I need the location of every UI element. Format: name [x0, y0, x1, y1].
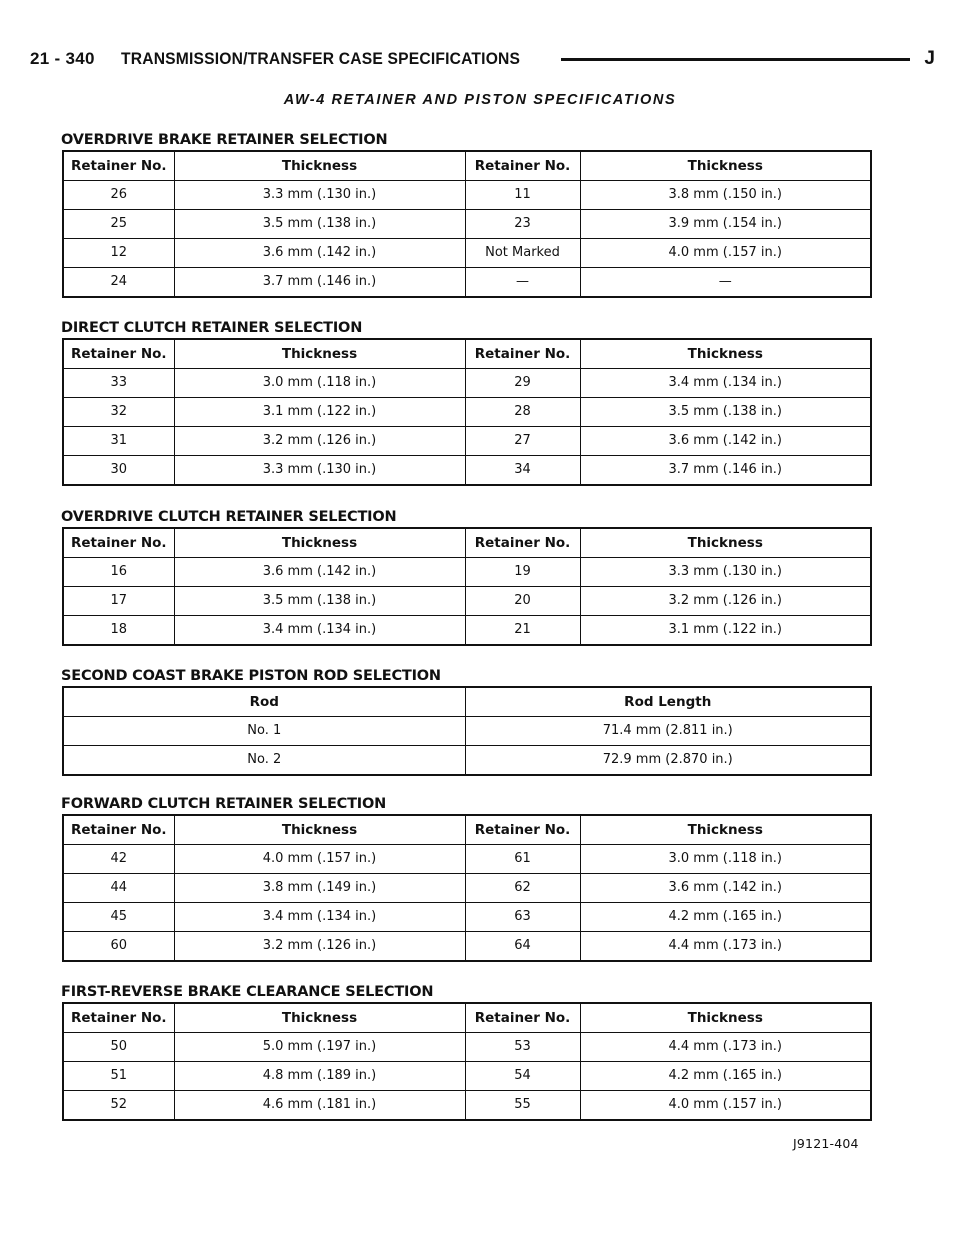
table-cell: 4.2 mm (.165 in.): [580, 903, 871, 932]
table-cell: 3.3 mm (.130 in.): [174, 456, 465, 486]
column-header: Retainer No.: [63, 151, 174, 181]
table-cell: 29: [465, 369, 580, 398]
table-cell: 24: [63, 268, 174, 298]
spec-table: [62, 150, 872, 298]
table-cell: 32: [63, 398, 174, 427]
spec-table: [62, 686, 872, 776]
spec-section-first-reverse-brake: [62, 982, 872, 1121]
table-cell: 4.4 mm (.173 in.): [580, 1033, 871, 1062]
table-cell: 3.2 mm (.126 in.): [174, 427, 465, 456]
table-cell: 21: [465, 616, 580, 646]
table-row: [63, 903, 871, 932]
column-header: Retainer No.: [465, 339, 580, 369]
table-cell: 30: [63, 456, 174, 486]
column-header: Retainer No.: [465, 1003, 580, 1033]
table-cell: 12: [63, 239, 174, 268]
table-cell: 3.6 mm (.142 in.): [580, 427, 871, 456]
table-row: [63, 239, 871, 268]
table-cell: 3.6 mm (.142 in.): [174, 239, 465, 268]
table-cell: —: [465, 268, 580, 298]
table-row: [63, 1062, 871, 1091]
table-cell: 19: [465, 558, 580, 587]
table-row: [63, 181, 871, 210]
section-heading: FIRST-REVERSE BRAKE CLEARANCE SELECTION: [61, 984, 434, 1000]
table-cell: 52: [63, 1091, 174, 1121]
table-row: [63, 398, 871, 427]
spec-table: [62, 338, 872, 486]
table-cell: 16: [63, 558, 174, 587]
table-row: [63, 427, 871, 456]
column-header: Rod: [63, 687, 465, 717]
table-row: [63, 456, 871, 486]
table-cell: 3.3 mm (.130 in.): [580, 558, 871, 587]
table-cell: 27: [465, 427, 580, 456]
spec-table: [62, 1002, 872, 1121]
table-cell: 3.2 mm (.126 in.): [174, 932, 465, 962]
section-heading: DIRECT CLUTCH RETAINER SELECTION: [61, 320, 363, 336]
section-heading: FORWARD CLUTCH RETAINER SELECTION: [61, 796, 387, 812]
table-cell: 62: [465, 874, 580, 903]
table-row: [63, 616, 871, 646]
column-header: Thickness: [174, 339, 465, 369]
table-row: [63, 558, 871, 587]
table-cell: 4.0 mm (.157 in.): [580, 1091, 871, 1121]
table-row: [63, 369, 871, 398]
table-cell: 63: [465, 903, 580, 932]
table-row: [63, 845, 871, 874]
table-cell: 55: [465, 1091, 580, 1121]
table-cell: 3.5 mm (.138 in.): [174, 587, 465, 616]
table-cell: 3.5 mm (.138 in.): [174, 210, 465, 239]
table-cell: 72.9 mm (2.870 in.): [465, 746, 871, 776]
table-cell: 3.3 mm (.130 in.): [174, 181, 465, 210]
spec-section-forward-clutch: [62, 794, 872, 962]
column-header: Retainer No.: [63, 528, 174, 558]
page-title: AW-4 RETAINER AND PISTON SPECIFICATIONS: [283, 92, 677, 108]
column-header: Thickness: [174, 815, 465, 845]
table-row: [63, 746, 871, 776]
table-cell: 3.0 mm (.118 in.): [580, 845, 871, 874]
table-cell: 71.4 mm (2.811 in.): [465, 717, 871, 746]
table-cell: 3.1 mm (.122 in.): [174, 398, 465, 427]
table-cell: Not Marked: [465, 239, 580, 268]
column-header: Thickness: [580, 528, 871, 558]
column-header: Retainer No.: [465, 151, 580, 181]
table-cell: 61: [465, 845, 580, 874]
table-cell: 45: [63, 903, 174, 932]
column-header: Thickness: [580, 815, 871, 845]
page-header: [30, 44, 935, 74]
spec-section-overdrive-clutch: [62, 507, 872, 646]
table-header-row: [63, 528, 871, 558]
spec-table: [62, 527, 872, 646]
table-header-row: [63, 339, 871, 369]
table-cell: 18: [63, 616, 174, 646]
page-number: 21 - 340: [30, 49, 95, 68]
table-cell: 34: [465, 456, 580, 486]
table-cell: 11: [465, 181, 580, 210]
section-heading: OVERDRIVE CLUTCH RETAINER SELECTION: [61, 509, 397, 525]
column-header: Thickness: [580, 151, 871, 181]
table-cell: 42: [63, 845, 174, 874]
table-cell: 20: [465, 587, 580, 616]
table-row: [63, 587, 871, 616]
table-cell: 4.4 mm (.173 in.): [580, 932, 871, 962]
table-header-row: [63, 815, 871, 845]
table-row: [63, 268, 871, 298]
section-heading: SECOND COAST BRAKE PISTON ROD SELECTION: [61, 668, 441, 684]
table-cell: 5.0 mm (.197 in.): [174, 1033, 465, 1062]
column-header: Retainer No.: [465, 528, 580, 558]
table-cell: 3.4 mm (.134 in.): [580, 369, 871, 398]
table-cell: 3.1 mm (.122 in.): [580, 616, 871, 646]
table-cell: —: [580, 268, 871, 298]
table-row: [63, 932, 871, 962]
table-cell: 3.2 mm (.126 in.): [580, 587, 871, 616]
column-header: Retainer No.: [63, 815, 174, 845]
table-cell: 3.7 mm (.146 in.): [580, 456, 871, 486]
column-header: Thickness: [174, 528, 465, 558]
column-header: Thickness: [580, 339, 871, 369]
section-heading: OVERDRIVE BRAKE RETAINER SELECTION: [61, 132, 388, 148]
table-cell: 3.6 mm (.142 in.): [580, 874, 871, 903]
column-header: Retainer No.: [63, 1003, 174, 1033]
table-cell: 4.6 mm (.181 in.): [174, 1091, 465, 1121]
table-cell: 3.4 mm (.134 in.): [174, 616, 465, 646]
table-cell: 64: [465, 932, 580, 962]
table-cell: 4.0 mm (.157 in.): [174, 845, 465, 874]
spec-table: [62, 814, 872, 962]
header-rule: [561, 58, 911, 61]
table-cell: 3.7 mm (.146 in.): [174, 268, 465, 298]
table-row: [63, 874, 871, 903]
table-cell: 54: [465, 1062, 580, 1091]
column-header: Rod Length: [465, 687, 871, 717]
header-letter: J: [924, 48, 935, 69]
table-cell: 4.2 mm (.165 in.): [580, 1062, 871, 1091]
table-cell: 23: [465, 210, 580, 239]
table-cell: 44: [63, 874, 174, 903]
table-row: [63, 1091, 871, 1121]
table-row: [63, 210, 871, 239]
table-cell: 3.8 mm (.150 in.): [580, 181, 871, 210]
column-header: Thickness: [174, 1003, 465, 1033]
column-header: Retainer No.: [465, 815, 580, 845]
figure-id: J9121-404: [793, 1136, 859, 1151]
column-header: Retainer No.: [63, 339, 174, 369]
table-cell: 3.4 mm (.134 in.): [174, 903, 465, 932]
table-cell: No. 2: [63, 746, 465, 776]
table-cell: 17: [63, 587, 174, 616]
table-header-row: [63, 151, 871, 181]
column-header: Thickness: [580, 1003, 871, 1033]
table-header-row: [63, 1003, 871, 1033]
table-cell: No. 1: [63, 717, 465, 746]
table-cell: 3.5 mm (.138 in.): [580, 398, 871, 427]
spec-section-overdrive-brake: [62, 130, 872, 298]
table-cell: 25: [63, 210, 174, 239]
spec-section-second-coast-brake: [62, 666, 872, 776]
table-cell: 3.8 mm (.149 in.): [174, 874, 465, 903]
table-cell: 26: [63, 181, 174, 210]
table-cell: 3.6 mm (.142 in.): [174, 558, 465, 587]
table-cell: 33: [63, 369, 174, 398]
section-title: TRANSMISSION/TRANSFER CASE SPECIFICATIONS: [120, 49, 520, 68]
column-header: Thickness: [174, 151, 465, 181]
table-cell: 3.9 mm (.154 in.): [580, 210, 871, 239]
table-cell: 4.8 mm (.189 in.): [174, 1062, 465, 1091]
table-cell: 4.0 mm (.157 in.): [580, 239, 871, 268]
table-row: [63, 1033, 871, 1062]
table-cell: 28: [465, 398, 580, 427]
spec-section-direct-clutch: [62, 318, 872, 486]
table-header-row: [63, 687, 871, 717]
table-cell: 53: [465, 1033, 580, 1062]
table-cell: 3.0 mm (.118 in.): [174, 369, 465, 398]
table-cell: 50: [63, 1033, 174, 1062]
table-cell: 51: [63, 1062, 174, 1091]
table-cell: 60: [63, 932, 174, 962]
table-row: [63, 717, 871, 746]
table-cell: 31: [63, 427, 174, 456]
